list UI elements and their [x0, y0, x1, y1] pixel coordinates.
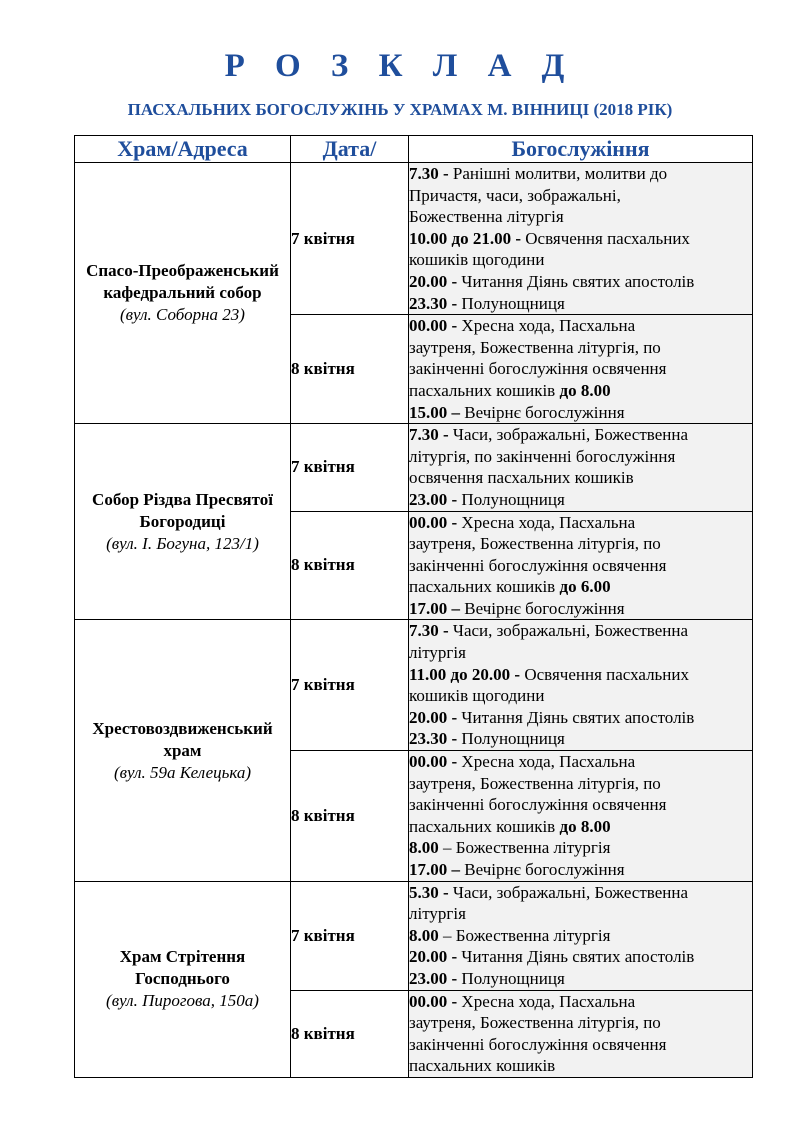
service-time: 20.00 -	[409, 707, 462, 727]
page-title: Р О З К Л А Д	[224, 48, 576, 84]
service-line	[409, 685, 752, 707]
service-line	[409, 751, 752, 773]
date-cell: 8 квітня	[291, 511, 409, 620]
service-line	[409, 837, 752, 859]
church-address: (вул. І. Богуна, 123/1)	[106, 533, 259, 553]
service-line	[409, 620, 752, 642]
service-line	[409, 337, 752, 359]
service-line	[409, 1055, 752, 1077]
service-line	[409, 228, 752, 250]
service-time: 00.00 -	[409, 512, 462, 532]
service-text: Хресна хода, Пасхальна	[461, 316, 636, 336]
date-cell: 7 квітня	[291, 163, 409, 315]
service-text: Часи, зображальні, Божественна	[452, 425, 688, 445]
service-line	[409, 968, 752, 990]
table-row	[75, 424, 753, 511]
service-line	[409, 467, 752, 489]
header-row	[75, 136, 753, 163]
service-line	[409, 206, 752, 228]
service-line	[409, 991, 752, 1013]
service-line	[409, 293, 752, 315]
service-text: заутреня, Божественна літургія, по	[409, 1013, 661, 1033]
service-text: Вечірнє богослужіння	[464, 860, 625, 879]
service-text: Вечірнє богослужіння	[464, 598, 625, 618]
service-text: Читання Діянь святих апостолів	[461, 947, 695, 967]
service-text: літургія, по закінченні богослужіння	[409, 446, 676, 466]
church-cell	[75, 163, 291, 424]
service-line	[409, 707, 752, 729]
services-cell	[409, 990, 753, 1077]
service-line	[409, 489, 752, 511]
service-line	[409, 271, 752, 293]
service-text: Полунощниця	[461, 293, 565, 313]
service-line	[409, 185, 752, 207]
services-cell	[409, 751, 753, 882]
service-line	[409, 512, 752, 534]
church-address: (вул. 59а Келецька)	[113, 762, 252, 782]
service-text: літургія	[409, 904, 466, 924]
service-line	[409, 598, 752, 620]
header-service: Богослужіння	[409, 136, 753, 163]
service-text: Часи, зображальні, Божественна	[452, 882, 688, 902]
service-text: Читання Діянь святих апостолів	[461, 271, 695, 291]
service-time: 11.00 до 20.00 -	[409, 664, 525, 684]
service-text: заутреня, Божественна літургія, по	[409, 337, 661, 357]
services-cell	[409, 620, 753, 751]
services-cell	[409, 163, 753, 315]
service-text: пасхальних кошиків	[409, 577, 560, 597]
date-cell: 7 квітня	[291, 620, 409, 751]
service-line	[409, 925, 752, 947]
service-text: заутреня, Божественна літургія, по	[409, 534, 661, 554]
service-line	[409, 728, 752, 750]
service-time: 00.00 -	[409, 316, 462, 336]
services-cell	[409, 424, 753, 511]
service-time: 10.00 до 21.00 -	[409, 228, 526, 248]
service-text: пасхальних кошиків	[409, 816, 560, 836]
service-text: Полунощниця	[461, 968, 565, 988]
service-text: освячення пасхальних кошиків	[409, 468, 634, 488]
service-deadline: до 8.00	[559, 816, 611, 836]
service-text: Часи, зображальні, Божественна	[452, 621, 688, 641]
church-address: (вул. Соборна 23)	[120, 305, 245, 325]
schedule-table	[74, 135, 753, 1078]
church-name: Собор Різдва Пресвятої Богородиці	[92, 489, 273, 531]
service-time: 7.30 -	[409, 425, 453, 445]
service-line	[409, 315, 752, 337]
date-cell: 8 квітня	[291, 751, 409, 882]
service-line	[409, 163, 752, 185]
service-text: закінченні богослужіння освячення	[409, 795, 667, 815]
service-line	[409, 446, 752, 468]
service-text: Освячення пасхальних	[525, 228, 690, 248]
service-line	[409, 859, 752, 881]
service-text: Причастя, часи, зображальні,	[409, 185, 621, 205]
church-name: Храм Стрітення Господнього	[119, 947, 246, 989]
date-cell: 7 квітня	[291, 424, 409, 511]
service-text: Освячення пасхальних	[524, 664, 689, 684]
service-line	[409, 249, 752, 271]
service-line	[409, 903, 752, 925]
service-line	[409, 1034, 752, 1056]
church-cell	[75, 620, 291, 881]
service-line	[409, 380, 752, 402]
services-cell	[409, 881, 753, 990]
service-line	[409, 402, 752, 424]
service-line	[409, 358, 752, 380]
service-line	[409, 1012, 752, 1034]
service-text: кошиків щогодини	[409, 250, 545, 270]
service-time: 17.00 –	[409, 860, 465, 879]
service-text: заутреня, Божественна літургія, по	[409, 773, 661, 793]
service-deadline: до 8.00	[559, 380, 611, 400]
service-text: Хресна хода, Пасхальна	[461, 512, 636, 532]
service-text: Ранішні молитви, молитви до	[452, 164, 668, 183]
service-time: 5.30 -	[409, 882, 453, 902]
page-subtitle: ПАСХАЛЬНИХ БОГОСЛУЖІНЬ У ХРАМАХ М. ВІННИЦІ (2018 РІК)	[127, 100, 673, 119]
service-line	[409, 555, 752, 577]
header-church: Храм/Адреса	[75, 136, 291, 163]
service-line	[409, 533, 752, 555]
table-row	[75, 163, 753, 315]
service-line	[409, 664, 752, 686]
service-time: 23.30 -	[409, 729, 462, 749]
service-text: – Божественна літургія	[438, 925, 611, 945]
service-text: закінченні богослужіння освячення	[409, 1034, 667, 1054]
date-cell: 8 квітня	[291, 315, 409, 424]
table-row	[75, 620, 753, 751]
table-row	[75, 881, 753, 990]
services-cell	[409, 511, 753, 620]
church-cell	[75, 881, 291, 1077]
header-date: Дата/	[291, 136, 409, 163]
service-time: 23.30 -	[409, 293, 462, 313]
service-time: 7.30 -	[409, 621, 453, 641]
service-time: 7.30 -	[409, 164, 453, 183]
service-time: 00.00 -	[409, 991, 462, 1011]
service-line	[409, 882, 752, 904]
service-line	[409, 576, 752, 598]
service-text: кошиків щогодини	[409, 686, 545, 706]
service-time: 8.00	[409, 838, 439, 858]
church-name: Хрестовоздвиженський храм	[92, 718, 273, 760]
service-text: літургія	[409, 643, 466, 663]
service-time: 20.00 -	[409, 947, 462, 967]
service-time: 8.00	[409, 925, 439, 945]
service-time: 23.00 -	[409, 968, 462, 988]
service-line	[409, 773, 752, 795]
service-text: Божественна літургія	[409, 207, 564, 227]
service-time: 17.00 –	[409, 598, 465, 618]
service-text: Читання Діянь святих апостолів	[461, 707, 695, 727]
service-text: пасхальних кошиків	[409, 1056, 556, 1076]
service-text: Хресна хода, Пасхальна	[461, 752, 636, 772]
service-deadline: до 6.00	[559, 577, 611, 597]
services-cell	[409, 315, 753, 424]
service-text: Полунощниця	[461, 729, 565, 749]
service-line	[409, 424, 752, 446]
service-text: закінченні богослужіння освячення	[409, 555, 667, 575]
service-line	[409, 794, 752, 816]
service-text: закінченні богослужіння освячення	[409, 359, 667, 379]
date-cell: 7 квітня	[291, 881, 409, 990]
service-time: 00.00 -	[409, 752, 462, 772]
service-text: Хресна хода, Пасхальна	[461, 991, 636, 1011]
service-line	[409, 946, 752, 968]
service-time: 23.00 -	[409, 489, 462, 509]
service-text: – Божественна літургія	[438, 838, 611, 858]
church-cell	[75, 424, 291, 620]
service-line	[409, 816, 752, 838]
service-time: 20.00 -	[409, 271, 462, 291]
service-text: пасхальних кошиків	[409, 380, 560, 400]
service-line	[409, 642, 752, 664]
church-name: Спасо-Преображенський кафедральний собор	[86, 261, 279, 303]
service-time: 15.00 –	[409, 402, 465, 422]
date-cell: 8 квітня	[291, 990, 409, 1077]
service-text: Вечірнє богослужіння	[464, 402, 625, 422]
service-text: Полунощниця	[461, 489, 565, 509]
church-address: (вул. Пирогова, 150а)	[106, 991, 259, 1011]
